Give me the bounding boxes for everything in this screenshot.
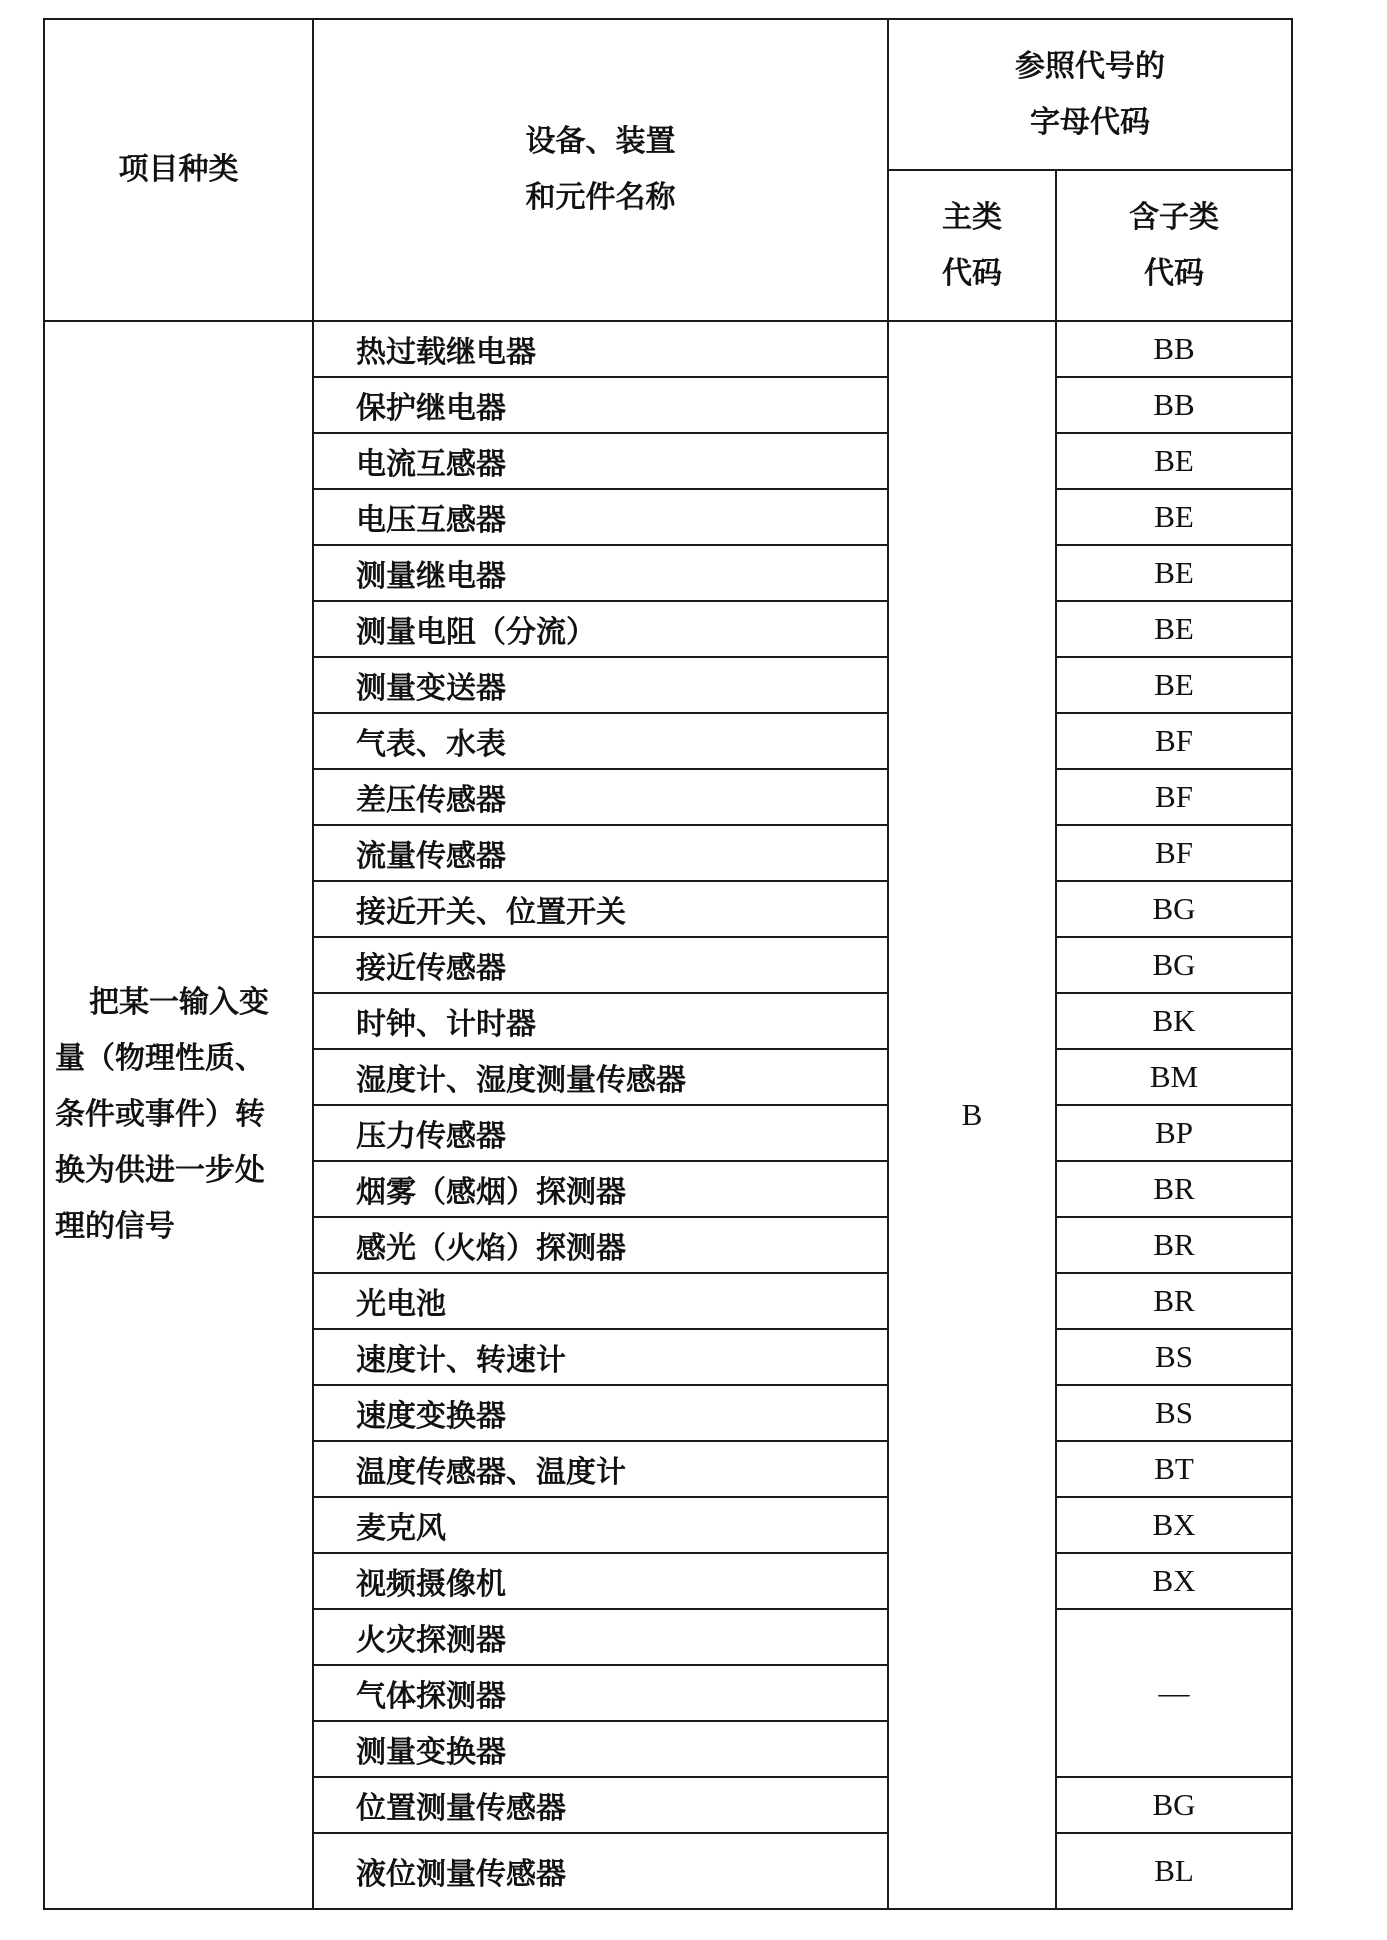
device-name: 速度变换器 <box>313 1385 888 1441</box>
header-device-line2: 和元件名称 <box>525 180 676 215</box>
header-main-line2: 代码 <box>942 255 1002 291</box>
sub-code: BT <box>1056 1441 1292 1497</box>
device-name: 麦克风 <box>313 1497 888 1553</box>
main-code-cell: B <box>888 321 1056 1909</box>
device-name: 湿度计、湿度测量传感器 <box>313 1049 888 1105</box>
sub-code: BG <box>1056 881 1292 937</box>
device-name: 热过载继电器 <box>313 321 888 377</box>
header-sub-line1: 含子类 <box>1129 199 1219 235</box>
header-ref-line1: 参照代号的 <box>1015 48 1165 84</box>
device-name: 接近开关、位置开关 <box>313 881 888 937</box>
sub-code: BG <box>1056 1777 1292 1833</box>
device-name: 差压传感器 <box>313 769 888 825</box>
sub-code: BM <box>1056 1049 1292 1105</box>
device-name: 电压互感器 <box>313 489 888 545</box>
sub-code: BE <box>1056 433 1292 489</box>
device-name: 流量传感器 <box>313 825 888 881</box>
device-name: 测量变换器 <box>313 1721 888 1777</box>
sub-code: BE <box>1056 601 1292 657</box>
device-name: 测量继电器 <box>313 545 888 601</box>
header-sub-code <box>1056 170 1292 321</box>
device-name: 测量变送器 <box>313 657 888 713</box>
device-name: 速度计、转速计 <box>313 1329 888 1385</box>
device-name: 压力传感器 <box>313 1105 888 1161</box>
device-name: 气体探测器 <box>313 1665 888 1721</box>
sub-code: BE <box>1056 489 1292 545</box>
sub-code: BR <box>1056 1217 1292 1273</box>
sub-code: BS <box>1056 1329 1292 1385</box>
category-line1: 把某一输入变 <box>89 985 269 1020</box>
sub-code: BB <box>1056 321 1292 377</box>
device-name: 接近传感器 <box>313 937 888 993</box>
sub-code: BP <box>1056 1105 1292 1161</box>
device-name: 时钟、计时器 <box>313 993 888 1049</box>
sub-code: BF <box>1056 713 1292 769</box>
header-ref-line2: 字母代码 <box>1030 104 1150 140</box>
header-device-name <box>313 19 888 321</box>
device-name: 视频摄像机 <box>313 1553 888 1609</box>
sub-code: BE <box>1056 657 1292 713</box>
device-name: 感光（火焰）探测器 <box>313 1217 888 1273</box>
device-name: 液位测量传感器 <box>313 1833 888 1909</box>
header-main-line1: 主类 <box>942 199 1002 235</box>
header-ref-code <box>888 19 1292 170</box>
sub-code: BR <box>1056 1161 1292 1217</box>
category-cell <box>44 321 313 1909</box>
device-name: 温度传感器、温度计 <box>313 1441 888 1497</box>
code-table <box>43 18 1293 1910</box>
sub-code: BX <box>1056 1497 1292 1553</box>
sub-code: BK <box>1056 993 1292 1049</box>
header-device-line1: 设备、装置 <box>525 124 676 159</box>
device-name: 测量电阻（分流） <box>313 601 888 657</box>
header-main-code <box>888 170 1056 321</box>
sub-code: BS <box>1056 1385 1292 1441</box>
device-name: 位置测量传感器 <box>313 1777 888 1833</box>
header-sub-line2: 代码 <box>1144 255 1204 291</box>
sub-code: BR <box>1056 1273 1292 1329</box>
category-line4: 换为供进一步处 <box>55 1153 265 1188</box>
header-category: 项目种类 <box>44 19 313 321</box>
device-name: 气表、水表 <box>313 713 888 769</box>
device-name: 烟雾（感烟）探测器 <box>313 1161 888 1217</box>
category-line5: 理的信号 <box>55 1209 175 1244</box>
sub-code: BG <box>1056 937 1292 993</box>
category-line2: 量（物理性质、 <box>55 1041 265 1076</box>
device-name: 火灾探测器 <box>313 1609 888 1665</box>
sub-code: BF <box>1056 769 1292 825</box>
category-line3: 条件或事件）转 <box>55 1097 265 1132</box>
sub-code: — <box>1056 1609 1292 1777</box>
sub-code: BE <box>1056 545 1292 601</box>
sub-code: BL <box>1056 1833 1292 1909</box>
device-name: 保护继电器 <box>313 377 888 433</box>
device-name: 电流互感器 <box>313 433 888 489</box>
sub-code: BX <box>1056 1553 1292 1609</box>
device-name: 光电池 <box>313 1273 888 1329</box>
sub-code: BB <box>1056 377 1292 433</box>
sub-code: BF <box>1056 825 1292 881</box>
